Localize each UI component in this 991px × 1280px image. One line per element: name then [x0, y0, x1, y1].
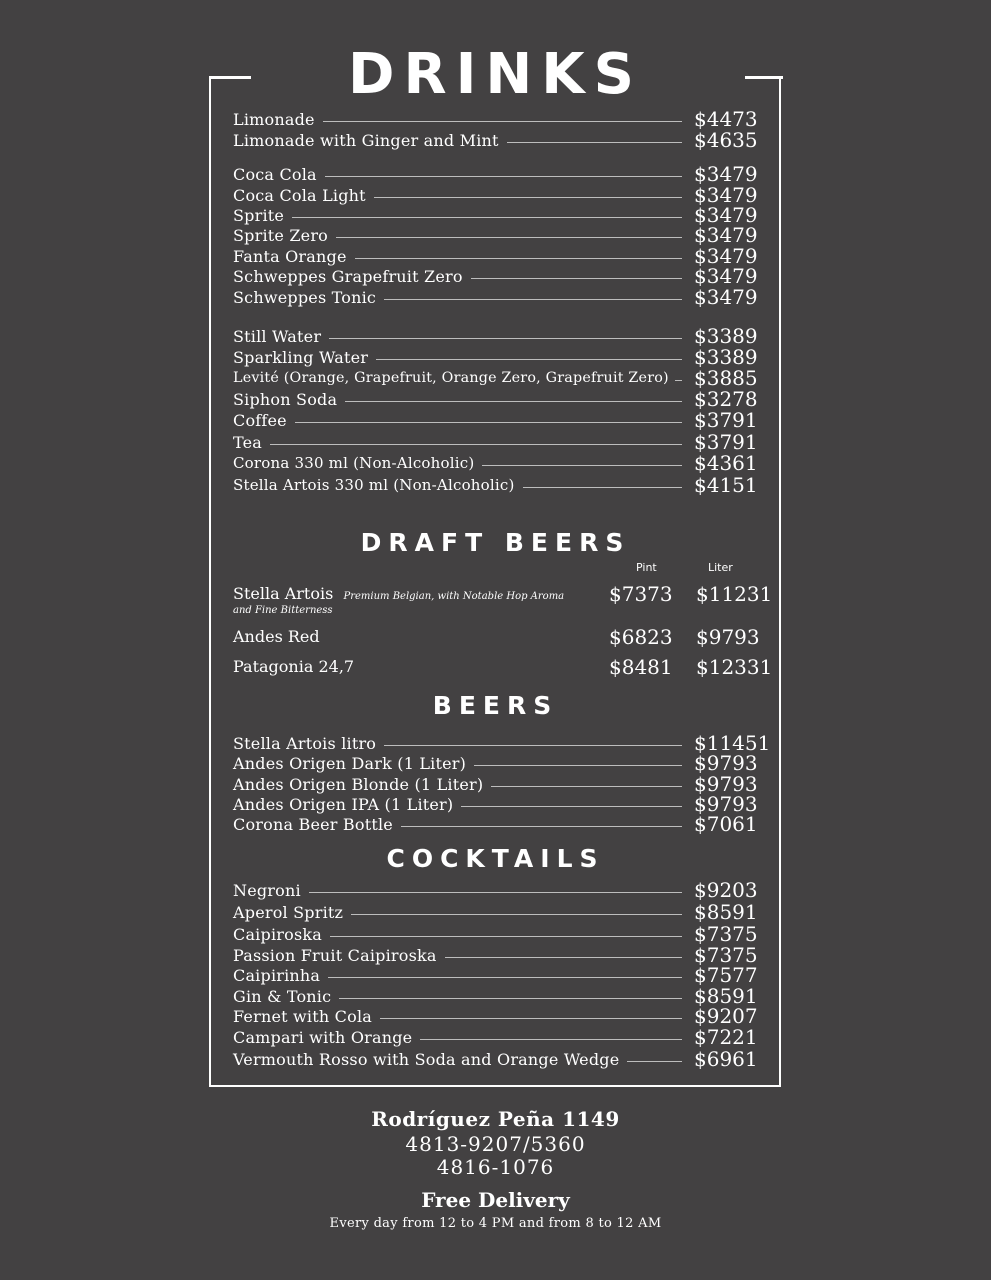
item-price: $7375	[694, 922, 758, 946]
liter-price: $9793	[696, 625, 760, 649]
item-name: Schweppes Grapefruit Zero	[233, 266, 463, 286]
item-name: Andes Origen Blonde (1 Liter)	[233, 774, 484, 794]
item-name: Fernet with Cola	[233, 1006, 372, 1026]
menu-item	[233, 964, 756, 986]
item-name: Negroni	[233, 880, 301, 900]
menu-item	[233, 108, 756, 130]
menu-item	[233, 409, 756, 431]
leader-line	[420, 1039, 682, 1040]
item-price: $3479	[694, 223, 758, 247]
delivery-hours: Every day from 12 to 4 PM and from 8 to 12 AM	[329, 1216, 662, 1231]
cocktails-title: COCKTAILS	[386, 844, 605, 873]
item-price: $3278	[694, 387, 758, 411]
menu-item	[233, 901, 756, 923]
draft-beer-name: Andes Red	[233, 627, 320, 646]
leader-line	[328, 977, 682, 978]
item-name: Corona 330 ml (Non-Alcoholic)	[233, 454, 475, 472]
leader-line	[491, 786, 682, 787]
leader-line	[336, 237, 682, 238]
menu-item	[233, 793, 756, 815]
item-name: Limonade with Ginger and Mint	[233, 130, 499, 150]
item-name: Coca Cola	[233, 164, 317, 184]
item-name: Andes Origen IPA (1 Liter)	[233, 794, 454, 814]
item-price: $4151	[694, 473, 758, 497]
item-price: $3885	[694, 366, 758, 390]
item-name: Vermouth Rosso with Soda and Orange Wedge	[233, 1049, 620, 1069]
item-name: Sprite Zero	[233, 225, 329, 245]
menu-item	[233, 346, 756, 368]
menu-item	[233, 265, 756, 287]
phone-number: 4813-9207/5360	[405, 1132, 586, 1156]
leader-line	[627, 1061, 682, 1062]
item-price: $4361	[694, 451, 758, 475]
leader-line	[376, 359, 682, 360]
leader-line	[270, 444, 682, 445]
pint-price: $8481	[609, 655, 673, 679]
item-price: $8591	[694, 900, 758, 924]
leader-line	[384, 745, 682, 746]
menu-item	[233, 1048, 756, 1070]
beers-title: BEERS	[432, 691, 559, 720]
leader-line	[325, 176, 682, 177]
leader-line	[355, 258, 682, 259]
item-name: Coffee	[233, 410, 287, 430]
menu-item	[233, 813, 756, 835]
pint-column-header: Pint	[636, 561, 657, 574]
item-name: Limonade	[233, 109, 315, 129]
item-price: $3479	[694, 285, 758, 309]
menu-item	[233, 985, 756, 1007]
draft-beer-description-cont: and Fine Bitterness	[233, 605, 333, 616]
menu-item	[233, 1005, 756, 1027]
item-price: $4635	[694, 128, 758, 152]
menu-item	[233, 184, 756, 206]
restaurant-address: Rodríguez Peña 1149	[371, 1107, 620, 1131]
draft-beer-title: Stella Artois	[233, 584, 334, 603]
menu-item	[233, 367, 756, 389]
leader-line	[523, 487, 682, 488]
item-price: $3479	[694, 203, 758, 227]
item-price: $3791	[694, 408, 758, 432]
leader-line	[384, 299, 682, 300]
item-price: $4473	[694, 107, 758, 131]
item-name: Coca Cola Light	[233, 185, 366, 205]
draft-beer-name	[233, 584, 564, 603]
item-name: Fanta Orange	[233, 246, 347, 266]
item-price: $3479	[694, 264, 758, 288]
leader-line	[292, 217, 682, 218]
leader-line	[309, 892, 682, 893]
leader-line	[474, 765, 682, 766]
menu-item	[233, 752, 756, 774]
item-price: $11451	[694, 731, 771, 755]
item-name: Campari with Orange	[233, 1027, 413, 1047]
item-name: Sparkling Water	[233, 347, 369, 367]
menu-item	[233, 325, 756, 347]
item-price: $9793	[694, 751, 758, 775]
leader-line	[380, 1018, 682, 1019]
draft-beers-title: DRAFT BEERS	[360, 528, 631, 557]
item-price: $8591	[694, 984, 758, 1008]
leader-line	[374, 197, 682, 198]
item-name: Still Water	[233, 326, 322, 346]
leader-line	[351, 914, 682, 915]
menu-item	[233, 879, 756, 901]
item-price: $7577	[694, 963, 758, 987]
leader-line	[339, 998, 682, 999]
item-name: Aperol Spritz	[233, 902, 344, 922]
leader-line	[329, 338, 682, 339]
menu-item	[233, 245, 756, 267]
item-name: Siphon Soda	[233, 389, 338, 409]
leader-line	[345, 401, 682, 402]
menu-item	[233, 388, 756, 410]
item-name: Stella Artois litro	[233, 733, 377, 753]
menu-item	[233, 204, 756, 226]
liter-column-header: Liter	[708, 561, 733, 574]
item-name: Tea	[233, 432, 263, 452]
item-name: Corona Beer Bottle	[233, 814, 393, 834]
item-name: Gin & Tonic	[233, 986, 332, 1006]
leader-line	[507, 142, 682, 143]
leader-line	[330, 936, 682, 937]
item-price: $9793	[694, 792, 758, 816]
menu-item	[233, 731, 771, 755]
menu-item	[233, 286, 756, 308]
item-name: Andes Origen Dark (1 Liter)	[233, 753, 467, 773]
menu-item	[233, 431, 756, 453]
leader-line	[471, 278, 682, 279]
item-name: Stella Artois 330 ml (Non-Alcoholic)	[233, 476, 515, 494]
leader-line	[323, 121, 682, 122]
item-price: $9207	[694, 1004, 758, 1028]
item-price: $3389	[694, 345, 758, 369]
menu-item	[233, 923, 756, 945]
item-price: $9203	[694, 878, 758, 902]
pint-price: $6823	[609, 625, 673, 649]
free-delivery-heading: Free Delivery	[421, 1188, 570, 1212]
leader-line	[445, 957, 682, 958]
pint-price: $7373	[609, 582, 673, 606]
item-price: $9793	[694, 772, 758, 796]
draft-beer-name: Patagonia 24,7	[233, 657, 355, 676]
item-price: $7221	[694, 1025, 758, 1049]
item-price: $3791	[694, 430, 758, 454]
leader-line	[482, 465, 682, 466]
item-name: Sprite	[233, 205, 285, 225]
item-price: $6961	[694, 1047, 758, 1071]
item-price: $3479	[694, 162, 758, 186]
liter-price: $11231	[696, 582, 773, 606]
menu-title: DRINKS	[347, 42, 644, 107]
leader-line	[295, 422, 682, 423]
item-price: $3479	[694, 244, 758, 268]
item-price: $3479	[694, 183, 758, 207]
item-name: Caipiroska	[233, 924, 322, 944]
item-name: Passion Fruit Caipiroska	[233, 945, 437, 965]
leader-line	[401, 826, 682, 827]
item-price: $7375	[694, 943, 758, 967]
item-name: Schweppes Tonic	[233, 287, 377, 307]
menu-item	[233, 452, 756, 474]
menu-item	[233, 773, 756, 795]
item-name: Caipirinha	[233, 965, 321, 985]
menu-item	[233, 944, 756, 966]
menu-item	[233, 129, 756, 151]
menu-item	[233, 474, 756, 496]
item-price: $7061	[694, 812, 758, 836]
menu-item	[233, 163, 756, 185]
menu-item	[233, 1026, 756, 1048]
leader-line	[461, 806, 682, 807]
item-name: Levité (Orange, Grapefruit, Orange Zero, Grapefruit Zero)	[233, 370, 669, 386]
item-price: $3389	[694, 324, 758, 348]
menu-item	[233, 224, 756, 246]
draft-beer-description: Premium Belgian, with Notable Hop Aroma	[343, 591, 565, 602]
phone-number-secondary: 4816-1076	[436, 1155, 555, 1179]
leader-line	[675, 380, 682, 381]
liter-price: $12331	[696, 655, 773, 679]
